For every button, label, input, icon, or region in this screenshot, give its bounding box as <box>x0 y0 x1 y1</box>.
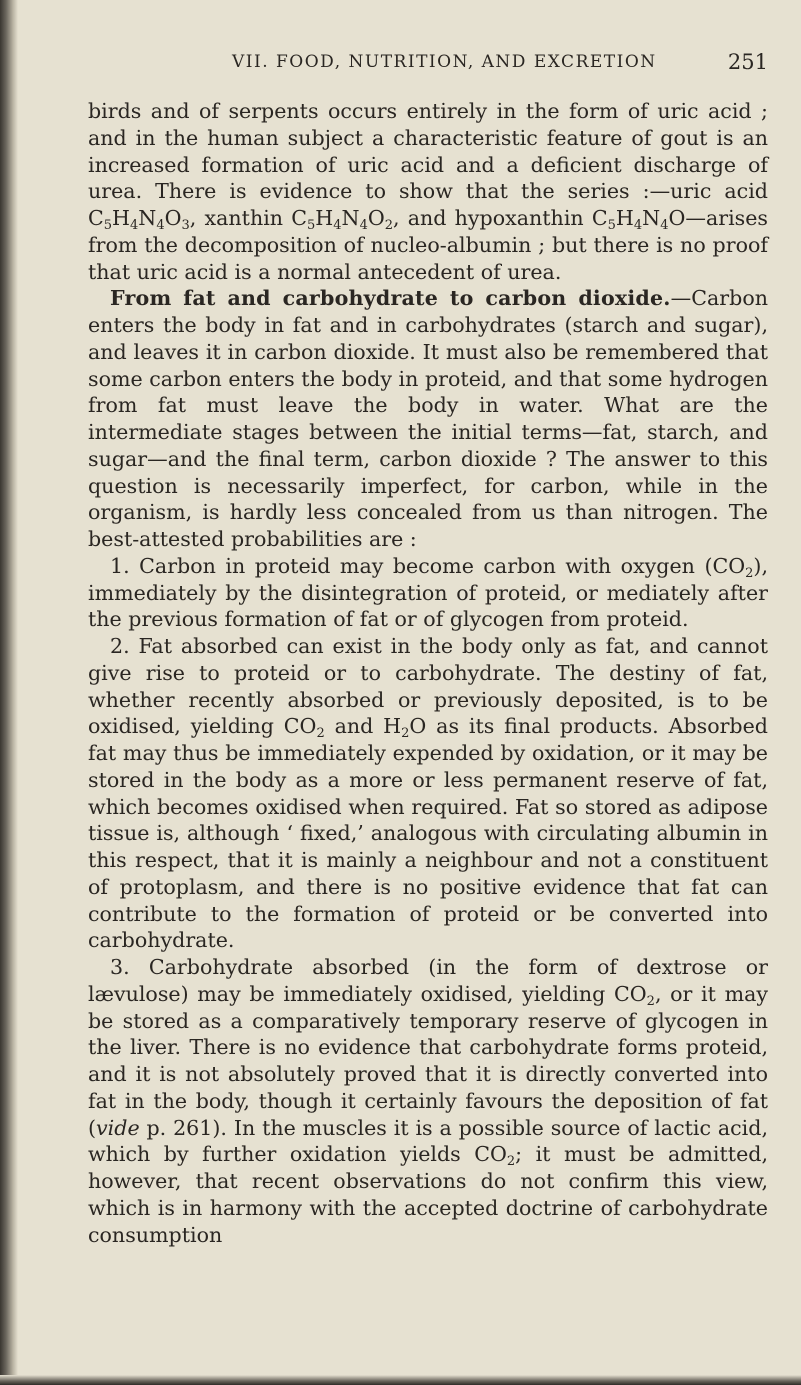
formula-uric-acid: $C_5H_4N_4O_3$ <box>88 206 190 233</box>
running-header <box>232 52 768 80</box>
formula-xanthin: $C_5H_4N_4O_2$ <box>291 206 394 233</box>
list-item-2: 2. Fat absorbed can exist in the body only as fat, and cannot give rise to proteid or to carbohydrate. The destiny of fat, whether recently absorbed or previously deposited, is to be oxidised, yielding $CO_2$ and $H_2O$ as its final products. Absorbed fat may thus be immediately expended by oxidation, or it may be stored in the body as a more or less permanent reserve of fat, which becomes oxidised when required. Fat so stored as adipose tissue is, although ‘ fixed,’ analogous with circulating albumin in this respect, that it is mainly a neighbour and not a constituent of protoplasm, and there is no positive evidence that fat can contribute to the formation of proteid or be converted into carbohydrate. <box>88 634 768 953</box>
paragraph-carbon: From fat and carbohydrate to carbon dioxide.—Carbon enters the body in fat and in carbohydrates (starch and sugar), and leaves it in carbon dioxide. It must also be remembered that some carbon enters the body in proteid, and that some hydrogen from fat must leave the body in water. What are the intermediate stages between the initial terms—fat, starch, and sugar—and the final term, carbon dioxide ? The answer to this question is necessarily imperfect, for carbon, while in the organism, is hardly less concealed from us than nitrogen. The best-attested probabilities are : <box>88 286 768 551</box>
page-bottom-edge <box>0 1375 801 1385</box>
list-item-1: 1. Carbon in proteid may become carbon with oxygen $(CO_2)$, immediately by the disintegration of proteid, or mediately after the previous formation of fat or of glycogen from proteid. <box>88 553 768 632</box>
book-spine-shadow <box>0 0 18 1385</box>
section-heading: From fat and carbohydrate to carbon dioxide. <box>110 286 671 311</box>
page-body <box>88 98 768 1248</box>
paragraph-uric-acid: birds and of serpents occurs entirely in the form of uric acid ; and in the human subject a characteristic feature of gout is an increased formation of uric acid and a deficient discharge of urea. There is evidence to show that the series :—uric acid $C_5H_4N_4O_3$, xanthin $C_5H_4N_4O_2$, and hypoxanthin $C_5H_4N_4O—arises$ from the decomposition of nucleo-albumin ; but there is no proof that uric acid is a normal antecedent of urea. <box>88 99 768 284</box>
formula-hypoxanthin: $C_5H_4N_4O$ <box>591 206 686 233</box>
list-item-3: 3. Carbohydrate absorbed (in the form of dextrose or lævulose) may be immediately oxidised, yielding $CO_2$, or it may be stored as a comparatively temporary reserve of glycogen in the liver. There is no evidence that carbohydrate forms proteid, and it is not absolutely proved that it is directly converted into fat in the body, though it certainly favours the deposition of fat (vide p. 261). In the muscles it is a possible source of lactic acid, which by further oxidation yields $CO_2$; it must be admitted, however, that recent observations do not confirm this view, which is in harmony with the accepted doctrine of carbohydrate consumption <box>88 955 769 1247</box>
header-title: VII. FOOD, NUTRITION, AND EXCRETION <box>232 52 657 72</box>
page-number: 251 <box>727 50 768 74</box>
